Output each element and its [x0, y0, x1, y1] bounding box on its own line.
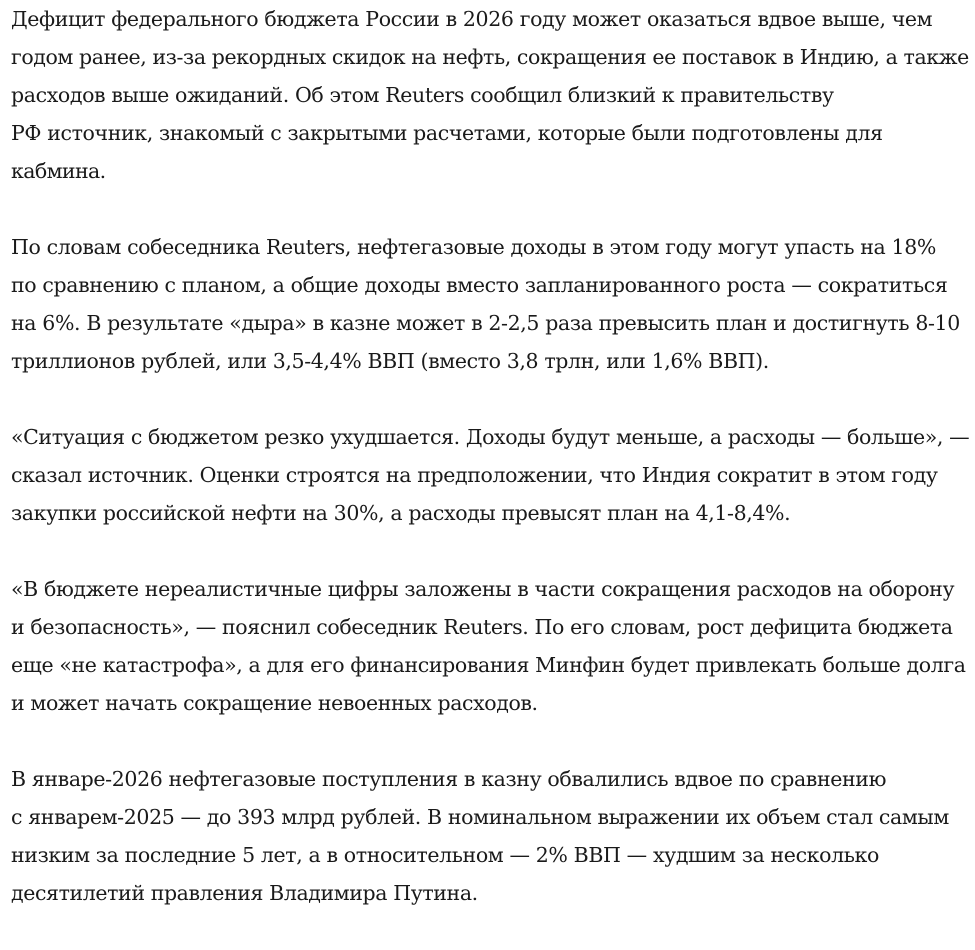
text-line: с январем-2025 — до 393 млрд рублей. В номинальном выражении их объем стал самым	[11, 805, 949, 829]
text-line: десятилетий правления Владимира Путина.	[11, 881, 478, 905]
text-line: триллионов рублей, или 3,5-4,4% ВВП (вместо 3,8 трлн, или 1,6% ВВП).	[11, 349, 769, 373]
text-line: и безопасность», — пояснил собеседник Reuters. По его словам, рост дефицита бюджета	[11, 615, 953, 639]
text-line: Дефицит федерального бюджета России в 2026 году может оказаться вдвое выше, чем	[11, 7, 933, 31]
text-line: РФ источник, знакомый с закрытыми расчетами, которые были подготовлены для	[11, 121, 883, 145]
text-line: сказал источник. Оценки строятся на предположении, что Индия сократит в этом году	[11, 463, 938, 487]
text-line: «Ситуация с бюджетом резко ухудшается. Доходы будут меньше, а расходы — больше», —	[11, 425, 970, 449]
text-line: и может начать сокращение невоенных расходов.	[11, 691, 538, 715]
text-line: годом ранее, из-за рекордных скидок на нефть, сокращения ее поставок в Индию, а также	[11, 45, 969, 69]
paragraph-3	[11, 418, 971, 532]
paragraph-5	[11, 760, 971, 912]
text-line: «В бюджете нереалистичные цифры заложены в части сокращения расходов на оборону	[11, 577, 955, 601]
article-body	[11, 0, 971, 950]
paragraph-4	[11, 570, 971, 722]
text-line: В январе-2026 нефтегазовые поступления в казну обвалились вдвое по сравнению	[11, 767, 887, 791]
text-line: закупки российской нефти на 30%, а расходы превысят план на 4,1-8,4%.	[11, 501, 791, 525]
text-line: низким за последние 5 лет, а в относительном — 2% ВВП — худшим за несколько	[11, 843, 879, 867]
text-line: по сравнению с планом, а общие доходы вместо запланированного роста — сократиться	[11, 273, 948, 297]
paragraph-2	[11, 228, 971, 380]
text-line: кабмина.	[11, 159, 106, 183]
text-line: расходов выше ожиданий. Об этом Reuters сообщил близкий к правительству	[11, 83, 834, 107]
paragraph-1	[11, 0, 971, 190]
text-line: По словам собеседника Reuters, нефтегазовые доходы в этом году могут упасть на 18%	[11, 235, 936, 259]
text-line: на 6%. В результате «дыра» в казне может в 2-2,5 раза превысить план и достигнуть 8-10	[11, 311, 960, 335]
text-line: еще «не катастрофа», а для его финансирования Минфин будет привлекать больше долга	[11, 653, 966, 677]
